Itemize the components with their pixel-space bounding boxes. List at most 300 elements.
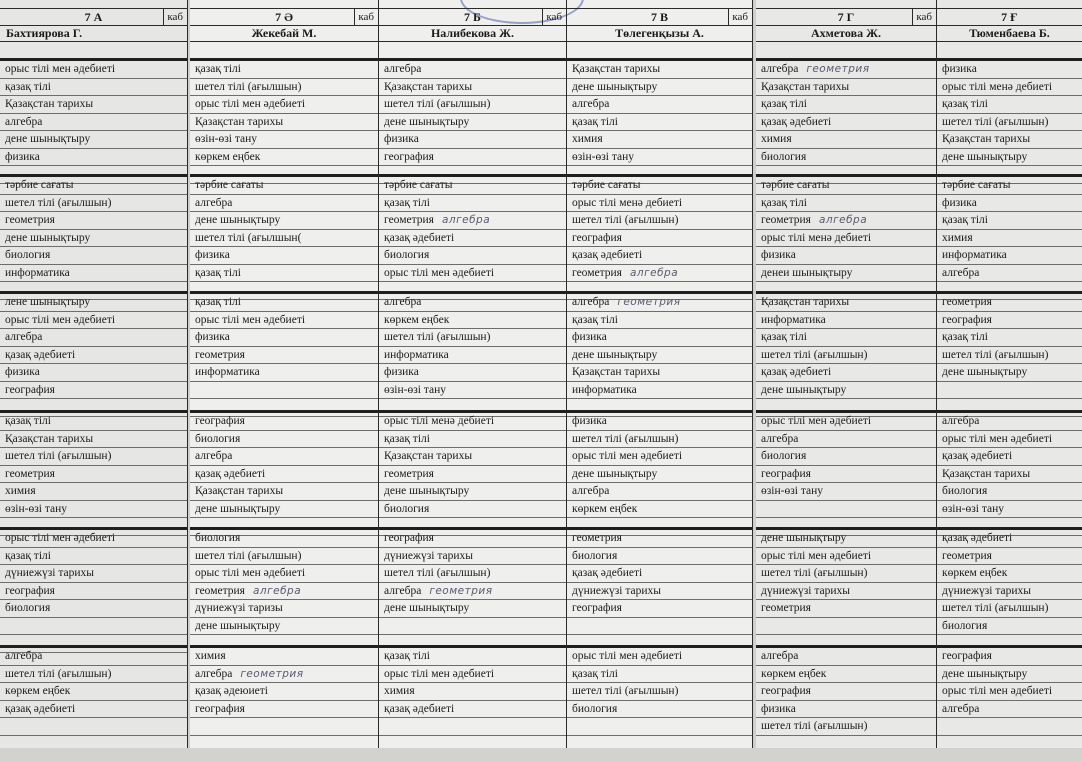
lesson-subject: физика [572, 415, 607, 427]
lesson-subject: қазақ тілі [761, 196, 807, 209]
lesson-row [190, 583, 378, 601]
lesson-subject: тәрбие сағаты [942, 179, 1011, 191]
lesson-row [756, 701, 936, 719]
lesson-subject: биология [384, 502, 430, 515]
lesson-row [0, 466, 187, 484]
lesson-subject: физика [942, 63, 977, 75]
lesson-subject: көркем еңбек [942, 567, 1008, 579]
lesson-subject: қазақ тілі [942, 98, 988, 110]
lesson-row [0, 701, 187, 719]
lesson-subject: Қазақстан тарихы [195, 485, 284, 497]
header-blank-row [567, 42, 752, 59]
lesson-subject: өзін-өзі тану [5, 502, 68, 515]
lesson-subject: биология [195, 432, 241, 445]
lesson-row [379, 382, 566, 400]
lesson-row [937, 382, 1082, 400]
lesson-row [379, 114, 566, 132]
lesson-subject: қазақ әдебиеті [761, 366, 832, 378]
lesson-row [190, 548, 378, 566]
lesson-subject: шетел тілі (ағылшын) [942, 115, 1049, 128]
class-name: 7 В [650, 10, 668, 24]
lesson-subject: биология [942, 619, 988, 632]
lesson-row [379, 131, 566, 149]
class-name: 7 А [84, 10, 103, 24]
lesson-subject: биология [384, 249, 430, 261]
lesson-subject: физика [761, 249, 796, 261]
lesson-row [937, 364, 1082, 382]
lesson-subject: геометрия [384, 467, 434, 480]
lesson-row [937, 666, 1082, 684]
lesson-subject: география [195, 702, 245, 715]
day-block [0, 410, 187, 536]
lesson-row [756, 483, 936, 501]
lesson-subject: география [761, 685, 811, 697]
lesson-row [0, 501, 187, 519]
lesson-subject: қазақ әдебиеті [384, 702, 455, 715]
lesson-subject: қазақ әдеюиеті [195, 685, 268, 697]
lesson-row [379, 683, 566, 701]
lesson-subject: физика [195, 331, 230, 343]
lesson-row [190, 413, 378, 431]
cabinet-label: каб [163, 9, 183, 25]
lesson-row [756, 666, 936, 684]
lesson-row [190, 501, 378, 519]
day-block [567, 291, 752, 417]
handwritten-note: алгебра [441, 214, 491, 226]
lesson-row [379, 530, 566, 548]
lesson-row [0, 131, 187, 149]
class-column-7b [379, 0, 567, 762]
lesson-row [937, 530, 1082, 548]
lesson-subject: химия [5, 485, 36, 497]
lesson-row [937, 466, 1082, 484]
lesson-subject: шетел тілі (ағылшын) [5, 667, 112, 680]
lesson-row [937, 195, 1082, 213]
day-block [756, 410, 936, 536]
day-block [937, 174, 1082, 300]
class-name-header [190, 8, 378, 26]
lesson-subject: география [761, 467, 811, 480]
lesson-subject: дене шынықтыру [572, 80, 658, 93]
lesson-subject: география [942, 650, 992, 662]
lesson-subject: қазақ тілі [572, 115, 618, 128]
lesson-subject: қазақ тілі [942, 331, 988, 343]
lesson-row [937, 230, 1082, 248]
day-block [937, 58, 1082, 184]
lesson-row [379, 648, 566, 666]
lesson-subject: алгебра [942, 415, 980, 427]
lesson-subject: алгебра [572, 296, 610, 308]
lesson-row [756, 382, 936, 400]
lesson-subject: геометрия [572, 266, 622, 279]
lesson-subject: шетел тілі (ағылшын) [761, 567, 868, 579]
lesson-subject: шетел тілі (ағылшын) [761, 720, 868, 732]
lesson-row [379, 501, 566, 519]
lesson-row [0, 718, 187, 736]
lesson-row [567, 79, 752, 97]
lesson-subject: қазақ тілі [572, 313, 618, 326]
cabinet-label: каб [354, 9, 374, 25]
lesson-row [567, 618, 752, 636]
lesson-row [937, 448, 1082, 466]
class-name-header [567, 8, 752, 26]
lesson-row [379, 96, 566, 114]
lesson-row [190, 347, 378, 365]
lesson-row [379, 413, 566, 431]
lesson-row [379, 329, 566, 347]
lesson-row [937, 247, 1082, 265]
lesson-subject: қазақ тілі [195, 266, 241, 279]
lesson-row [756, 466, 936, 484]
lesson-subject: көркем еңбек [572, 502, 638, 515]
lesson-row [190, 618, 378, 636]
lesson-subject: орыс тілі менә дебиеті [942, 80, 1053, 93]
lesson-row [567, 312, 752, 330]
lesson-row [567, 701, 752, 719]
lesson-row [937, 600, 1082, 618]
lesson-row [190, 61, 378, 79]
lesson-row [937, 718, 1082, 736]
handwritten-note: геометрия [429, 584, 493, 597]
lesson-row [567, 61, 752, 79]
lesson-subject: шетел тілі (ағылшын) [5, 196, 112, 209]
lesson-subject: алгебра [384, 296, 422, 308]
lesson-row [756, 265, 936, 283]
lesson-row [190, 483, 378, 501]
lesson-row [756, 230, 936, 248]
lesson-row [937, 701, 1082, 719]
lesson-row [756, 548, 936, 566]
class-teacher: Ахметова Ж. [756, 25, 936, 42]
lesson-subject: информатика [384, 348, 449, 361]
lesson-row [0, 483, 187, 501]
lesson-row [0, 583, 187, 601]
day-block [190, 527, 378, 635]
lesson-subject: Қазақстан тарихы [572, 63, 661, 75]
lesson-row [567, 431, 752, 449]
lesson-subject: география [572, 231, 622, 244]
lesson-subject: информатика [761, 313, 826, 326]
lesson-subject: физика [384, 366, 419, 378]
lesson-subject: дүниежүзі тарихы [5, 567, 94, 579]
day-block [756, 645, 936, 753]
lesson-subject: химия [195, 650, 226, 662]
class-column-7a [0, 0, 188, 762]
lesson-row [756, 195, 936, 213]
lesson-subject: дене шынықтыру [572, 467, 658, 480]
header-blank-row [190, 42, 378, 59]
day-block [567, 410, 752, 536]
lesson-row [379, 312, 566, 330]
lesson-row [937, 312, 1082, 330]
lesson-subject: орыс тілі мен әдебиеті [761, 549, 872, 562]
lesson-subject: орыс тілі мен әдебиеті [572, 650, 683, 662]
lesson-row [0, 364, 187, 382]
lesson-row [756, 96, 936, 114]
lesson-row [567, 666, 752, 684]
day-block [756, 291, 936, 417]
lesson-subject: орыс тілі мен әдебиеті [942, 685, 1053, 697]
lesson-row [756, 149, 936, 167]
lesson-row [756, 212, 936, 230]
lesson-row [379, 247, 566, 265]
lesson-row [379, 61, 566, 79]
lesson-subject: денеи шынықтыру [761, 266, 853, 279]
lesson-row [756, 583, 936, 601]
lesson-row [0, 149, 187, 167]
lesson-row [379, 483, 566, 501]
lesson-subject: шетел тілі (ағылшын) [761, 348, 868, 361]
lesson-subject: қазақ тілі [384, 650, 430, 662]
handwritten-note: алгебра [252, 584, 302, 597]
lesson-subject: дене шынықтыру [195, 619, 281, 632]
lesson-subject: география [195, 415, 245, 427]
lesson-subject: дене шынықтыру [195, 214, 281, 226]
lesson-row [567, 347, 752, 365]
lesson-row [379, 294, 566, 312]
lesson-row [567, 149, 752, 167]
header-blank-row [379, 42, 566, 59]
lesson-row [0, 600, 187, 618]
lesson-row [0, 265, 187, 283]
lesson-subject: дене шынықтыру [942, 667, 1028, 680]
lesson-subject: информатика [942, 249, 1007, 261]
lesson-subject: дене шынықтыру [572, 348, 658, 361]
lesson-subject: шетел тілі (ағылшын) [942, 602, 1049, 614]
lesson-subject: шетел тілі (ағылшын) [942, 348, 1049, 361]
lesson-row [0, 230, 187, 248]
lesson-subject: дүниежүзі тарихы [761, 584, 850, 597]
lesson-row [567, 448, 752, 466]
lesson-subject: қазақ әдебиеті [5, 348, 76, 361]
lesson-subject: көркем еңбек [195, 150, 261, 163]
lesson-row [937, 413, 1082, 431]
lesson-row [937, 79, 1082, 97]
lesson-subject: география [5, 584, 55, 597]
lesson-subject: қазақ әдебиеті [942, 532, 1013, 544]
handwritten-note: алгебра [818, 214, 868, 226]
class-column-7v [567, 0, 753, 762]
lesson-row [937, 648, 1082, 666]
lesson-subject: қазақ әдебиеті [572, 249, 643, 261]
lesson-subject: геометрия [942, 296, 992, 308]
lesson-subject: тәрбие сағаты [5, 179, 74, 191]
lesson-subject: қазақ әдебиеті [572, 567, 643, 579]
day-block [937, 645, 1082, 753]
lesson-row [379, 466, 566, 484]
lesson-row [0, 448, 187, 466]
lesson-row [190, 600, 378, 618]
lesson-subject: орыс тілі мен әдебиеті [195, 98, 306, 110]
lesson-row [937, 212, 1082, 230]
lesson-row [756, 683, 936, 701]
lesson-subject: өзін-өзі тану [195, 133, 258, 145]
lesson-subject: алгебра [942, 702, 980, 715]
lesson-subject: геометрия [761, 602, 811, 614]
lesson-subject: өзін-өзі тану [572, 150, 635, 163]
lesson-subject: алгебра [195, 196, 233, 209]
lesson-row [567, 530, 752, 548]
lesson-subject: информатика [195, 366, 260, 378]
lesson-subject: қазақ тілі [5, 415, 51, 427]
lesson-row [379, 195, 566, 213]
header-blank-row [937, 42, 1082, 59]
lesson-subject: физика [384, 133, 419, 145]
lesson-row [379, 548, 566, 566]
lesson-row [937, 177, 1082, 195]
lesson-row [190, 701, 378, 719]
cabinet-label: каб [728, 9, 748, 25]
lesson-row [567, 294, 752, 312]
class-column-7g [756, 0, 937, 762]
lesson-row [756, 177, 936, 195]
lesson-row [190, 177, 378, 195]
day-block [0, 645, 187, 753]
class-teacher: Жекебай М. [190, 25, 378, 42]
lesson-subject: дене шынықтыру [942, 150, 1028, 163]
lesson-row [567, 382, 752, 400]
lesson-row [190, 448, 378, 466]
lesson-row [756, 364, 936, 382]
day-block [567, 645, 752, 753]
lesson-subject: шетел тілі (ағылшын) [5, 450, 112, 462]
lesson-row [0, 96, 187, 114]
lesson-row [379, 177, 566, 195]
lesson-subject: дүниежүзі тарихы [384, 549, 473, 562]
lesson-subject: қазақ тілі [384, 432, 430, 445]
cabinet-label: каб [912, 9, 932, 25]
lesson-row [567, 466, 752, 484]
lesson-subject: алгебра [572, 485, 610, 497]
lesson-subject: физика [761, 702, 796, 715]
lesson-row [379, 701, 566, 719]
lesson-subject: лене шынықтыру [5, 296, 91, 308]
day-block [937, 291, 1082, 417]
lesson-row [567, 600, 752, 618]
lesson-row [567, 177, 752, 195]
lesson-subject: қазақ тілі [5, 80, 51, 93]
lesson-subject: география [942, 313, 992, 326]
class-teacher: Бахтиярова Г. [0, 25, 187, 42]
lesson-subject: тәрбие сағаты [761, 179, 830, 191]
lesson-subject: геометрия [5, 467, 55, 480]
lesson-subject: қазақ әдебиеті [761, 115, 832, 128]
lesson-subject: дене шынықтыру [384, 602, 470, 614]
lesson-subject: алгебра [384, 63, 422, 75]
lesson-subject: шетел тілі (ағылшын( [195, 231, 302, 244]
lesson-row [190, 565, 378, 583]
lesson-row [190, 431, 378, 449]
lesson-subject: Қазақстан тарихы [761, 296, 850, 308]
lesson-row [0, 431, 187, 449]
lesson-row [379, 600, 566, 618]
lesson-subject: химия [384, 685, 415, 697]
day-block [190, 645, 378, 753]
cabinet-label: каб [542, 9, 562, 25]
lesson-row [190, 114, 378, 132]
lesson-row [190, 530, 378, 548]
lesson-subject: қазақ тілі [195, 296, 241, 308]
lesson-row [567, 565, 752, 583]
lesson-subject: шетел тілі (ағылшын) [572, 214, 679, 226]
class-name: 7 Ә [275, 10, 293, 24]
lesson-row [937, 96, 1082, 114]
lesson-subject: орыс тілі мен әдебиеті [384, 667, 495, 680]
lesson-subject: Қазақстан тарихы [384, 450, 473, 462]
lesson-subject: биология [761, 450, 807, 462]
lesson-row [937, 583, 1082, 601]
day-block [567, 174, 752, 300]
lesson-row [756, 530, 936, 548]
lesson-row [937, 294, 1082, 312]
lesson-row [567, 483, 752, 501]
lesson-subject: дене шынықтыру [5, 231, 91, 244]
lesson-row [190, 247, 378, 265]
lesson-row [190, 131, 378, 149]
day-block [0, 291, 187, 417]
lesson-subject: биология [572, 702, 618, 715]
lesson-subject: дене шынықтыру [761, 383, 847, 396]
lesson-row [190, 212, 378, 230]
lesson-row [379, 364, 566, 382]
day-block [190, 410, 378, 536]
lesson-subject: алгебра [761, 63, 799, 75]
lesson-subject: Қазақстан тарихы [761, 80, 850, 93]
lesson-subject: орыс тілі менә дебиеті [572, 196, 683, 209]
lesson-row [379, 565, 566, 583]
lesson-row [756, 294, 936, 312]
header-blank-row [0, 42, 187, 59]
lesson-row [0, 177, 187, 195]
lesson-subject: биология [942, 485, 988, 497]
lesson-subject: шетел тілі (ағылшын) [384, 98, 491, 110]
lesson-subject: геометрия [572, 532, 622, 544]
lesson-subject: қазақ тілі [761, 331, 807, 343]
class-name: 7 Б [464, 10, 481, 24]
lesson-row [567, 718, 752, 736]
class-name-header [0, 8, 187, 26]
lesson-row [937, 683, 1082, 701]
lesson-row [0, 329, 187, 347]
lesson-subject: химия [572, 133, 603, 145]
lesson-row [937, 61, 1082, 79]
day-block [379, 58, 566, 184]
day-block [756, 527, 936, 635]
lesson-subject: орыс тілі мен әдебиеті [5, 63, 116, 75]
lesson-row [756, 718, 936, 736]
lesson-subject: қазақ әдебиеті [5, 702, 76, 715]
lesson-subject: шетел тілі (ағылшын) [195, 80, 302, 93]
lesson-subject: физика [942, 196, 977, 209]
lesson-subject: алгебра [572, 98, 610, 110]
lesson-row [937, 431, 1082, 449]
lesson-row [0, 347, 187, 365]
lesson-subject: геометрия [384, 214, 434, 226]
lesson-subject: алгебра [5, 331, 43, 343]
lesson-row [567, 114, 752, 132]
class-column-7gh [937, 0, 1082, 762]
lesson-row [756, 413, 936, 431]
lesson-row [937, 131, 1082, 149]
day-block [379, 291, 566, 417]
lesson-row [379, 149, 566, 167]
lesson-row [567, 364, 752, 382]
lesson-subject: дүниежүзі таризы [195, 602, 283, 614]
handwritten-note: геометрия [806, 63, 870, 75]
lesson-subject: шетел тілі (ағылшын) [384, 567, 491, 579]
lesson-subject: информатика [572, 383, 637, 396]
lesson-subject: география [384, 532, 434, 544]
